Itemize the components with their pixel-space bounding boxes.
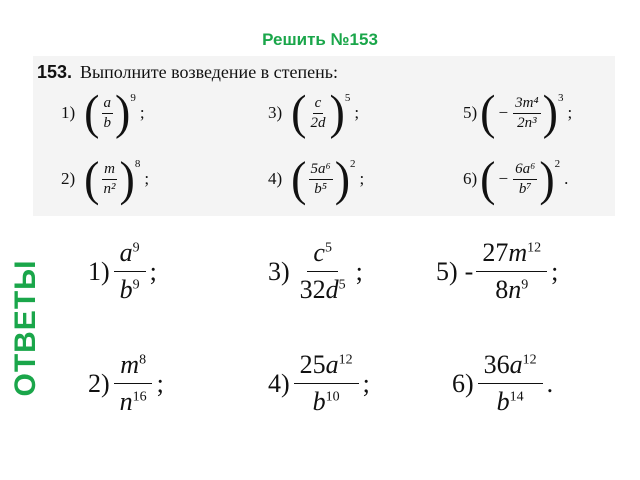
task-item-numerator: m [102,161,117,180]
task-item-label: 5) [463,103,478,122]
task-item-power: 8 [134,158,141,170]
answer-numerator: $25a^{12}$ [294,350,359,384]
answer-label: 3) [268,256,290,286]
answer-denominator: $b^9$ [119,275,140,304]
answer-label: 6) [452,368,474,398]
task-instruction: Выполните возведение в степень: [80,62,338,82]
answer-label: 4) [268,368,290,398]
task-item-denominator: b⁵ [314,180,327,197]
answer-5 [436,238,558,305]
answer-sign: - [464,256,474,286]
answer-denominator: $b^{14}$ [496,387,524,416]
answer-1 [88,238,157,305]
answer-numerator: $27m^{12}$ [476,238,547,272]
task-item-end: ; [144,169,150,188]
answer-end: ; [362,368,370,398]
answer-label: 5) [436,256,458,286]
task-item-6: 6) ( − $\frac{\text{6a⁶}}{\text{b⁷}}$ ) 2 . [463,151,569,206]
task-item-1: 1) ( $\frac{a}{b}$ ) 9 ; [61,85,145,140]
answers-label: ОТВЕТЫ [9,259,42,397]
task-item-denominator: b⁷ [518,180,532,197]
task-item-numerator: c [313,95,324,114]
task-item-4: 4) ( $\frac{\text{5a⁶}}{\text{b⁵}}$ ) 2 ; [268,151,365,206]
task-item-end: . [564,169,569,188]
task-item-sign: − [498,169,509,188]
answer-denominator: $b^{10}$ [312,387,340,416]
answer-end: ; [149,256,157,286]
task-item-end: ; [359,169,365,188]
task-item-2: 2) ( $\frac{m}{\text{n²}}$ ) 8 ; [61,151,150,206]
task-item-numerator: 5a⁶ [309,161,333,180]
answer-6 [452,350,553,417]
answer-3 [268,238,363,305]
answer-end: . [546,368,554,398]
task-number: 153. [37,62,73,82]
task-item-denominator: b [103,114,111,131]
answer-numerator: $m^8$ [114,350,152,384]
answer-4 [268,350,370,417]
task-header [37,62,338,83]
answer-numerator: $c^5$ [307,238,338,272]
task-item-power: 3 [557,92,564,104]
task-item-end: ; [567,103,573,122]
task-item-power: 9 [130,92,136,104]
page-title: Решить №153 [262,30,378,49]
task-item-power: 2 [554,158,561,170]
task-item-5: 5) ( − $\frac{\text{3m⁴}}{\text{2n³}}$ ) 3 ; [463,85,573,140]
answer-end: ; [156,368,164,398]
task-item-end: ; [354,103,360,122]
answer-2 [88,350,164,417]
task-image [33,56,615,216]
task-item-3: 3) ( $\frac{c}{2d}$ ) 5 ; [268,85,360,140]
answer-denominator: $8n^9$ [495,275,529,304]
task-item-numerator: a [102,95,114,114]
task-item-numerator: 3m⁴ [513,95,541,114]
task-item-label: 2) [61,169,76,188]
answer-end: ; [355,256,363,286]
task-item-denominator: 2d [310,114,326,131]
answer-label: 2) [88,368,110,398]
task-item-denominator: n² [103,180,116,197]
task-item-power: 2 [350,158,356,170]
task-item-label: 3) [268,103,283,122]
answer-numerator: $36a^{12}$ [478,350,543,384]
task-item-end: ; [139,103,145,122]
task-item-power: 5 [344,92,351,104]
task-item-label: 4) [268,169,283,188]
task-item-sign: − [498,103,509,122]
answer-label: 1) [88,256,110,286]
task-item-label: 6) [463,169,478,188]
answer-denominator: $n^{16}$ [119,387,147,416]
answer-denominator: $32d^5$ [299,275,346,304]
task-item-numerator: 6a⁶ [513,161,537,180]
answer-end: ; [551,256,559,286]
task-item-label: 1) [61,103,76,122]
task-item-denominator: 2n³ [517,114,537,131]
answer-numerator: $a^9$ [114,238,146,272]
